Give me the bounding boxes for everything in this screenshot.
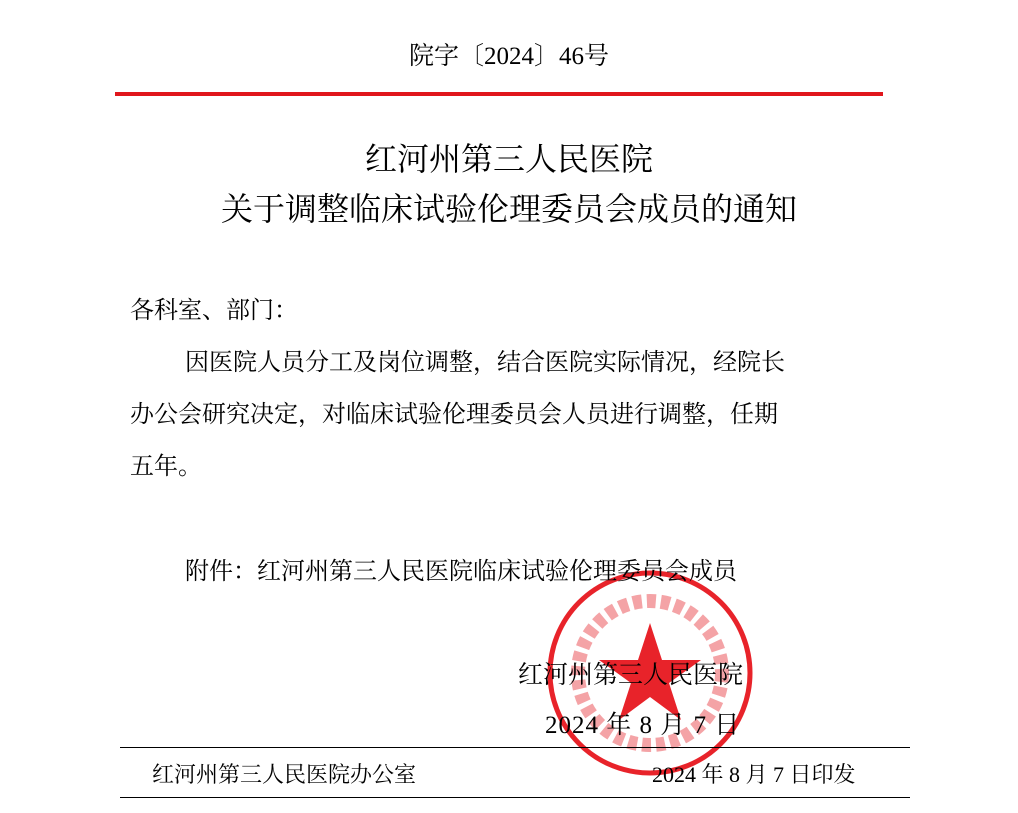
paragraph-line: 因医院人员分工及岗位调整，结合医院实际情况，经院长 bbox=[185, 348, 785, 376]
signature-organization: 红河州第三人民医院 bbox=[518, 660, 744, 689]
footer-divider-top bbox=[120, 747, 910, 748]
paragraph-line: 办公会研究决定，对临床试验伦理委员会人员进行调整，任期 bbox=[130, 400, 778, 428]
document-number: 院字〔2024〕46号 bbox=[408, 43, 609, 70]
salutation: 各科室、部门： bbox=[130, 296, 298, 324]
paragraph-line: 五年。 bbox=[130, 452, 202, 480]
footer-issuer: 红河州第三人民医院办公室 bbox=[152, 763, 417, 788]
footer-divider-bottom bbox=[120, 797, 910, 798]
title-line-1: 红河州第三人民医院 bbox=[364, 140, 653, 178]
red-header-divider bbox=[115, 92, 883, 96]
title-line-2: 关于调整临床试验伦理委员会成员的通知 bbox=[220, 190, 797, 228]
signature-date: 2024 年 8 月 7 日 bbox=[545, 712, 741, 739]
attachment-note: 附件：红河州第三人民医院临床试验伦理委员会成员 bbox=[185, 557, 737, 585]
footer-issue-date: 2024 年 8 月 7 日印发 bbox=[652, 762, 856, 787]
